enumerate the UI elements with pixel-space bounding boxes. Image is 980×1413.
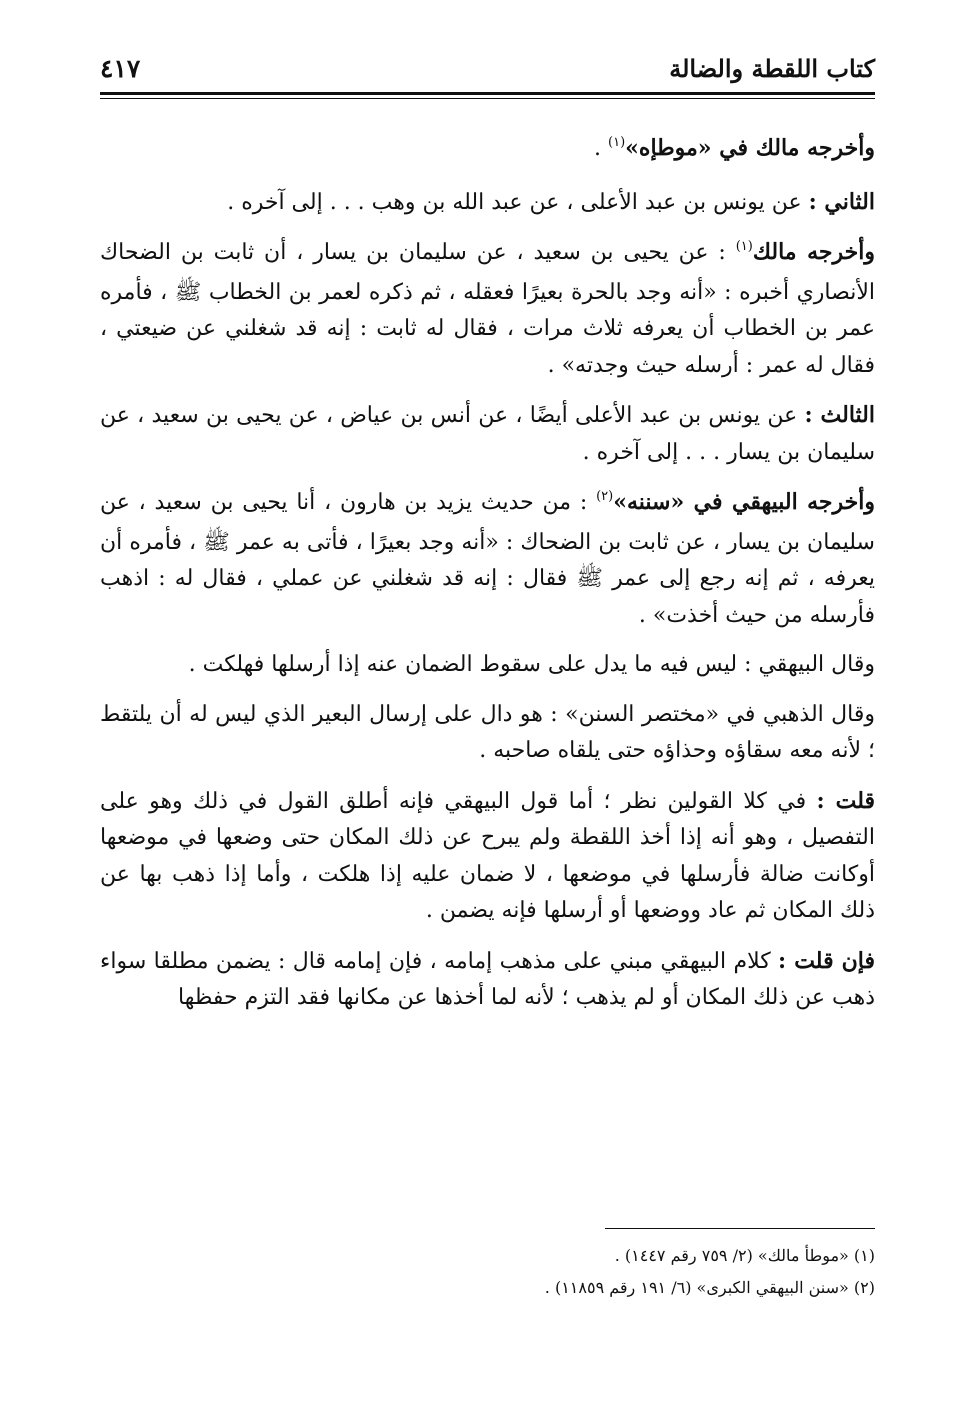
paragraph-lead: فإن قلت : (778, 947, 876, 974)
paragraph-text: وقال الذهبي في «مختصر السنن» : هو دال على إرسال البعير الذي ليس له أن يلتقط ؛ لأنه معه سقاؤه وحذاؤه حتى يلقاه صاحبه . (100, 701, 875, 763)
paragraph-text: : عن يحيى بن سعيد ، عن سليمان بن يسار ، أن ثابت بن الضحاك الأنصاري أخبره : «أنه وجد بالحرة بعيرًا فعقله ، ثم ذكره لعمر بن الخطاب ﷺ ، فأمره عمر بن الخطاب أن يعرفه ثلاث مرات ، فقال له ثابت : إنه قد شغلني عن ضيعتي ، فقال له عمر : أرسله حيث وجدته» . (100, 240, 875, 378)
page-header (100, 50, 875, 88)
paragraph-text: عن يونس بن عبد الأعلى أيضًا ، عن أنس بن عياض ، عن يحيى بن سعيد ، عن سليمان بن يسار . . . إلى آخره . (100, 403, 875, 465)
page-number: ٤١٧ (100, 54, 141, 83)
footnote-marker: (١) (608, 135, 626, 150)
paragraph-text: : من حديث يزيد بن هارون ، أنا يحيى بن سعيد ، عن سليمان بن يسار ، عن ثابت بن الضحاك : «أنه وجد بعيرًا ، فأتى به عمر ﷺ ، فأمره أن يعرفه ، ثم إنه رجع إلى عمر ﷺ فقال : إنه قد شغلني عن عملي ، فقال له : اذهب فأرسله من حيث أخذت» . (100, 490, 875, 628)
paragraph-text: وقال البيهقي : ليس فيه ما يدل على سقوط الضمان عنه إذا أرسلها فهلكت . (188, 652, 875, 677)
paragraph-lead: وأخرجه مالك في «موطإه» (625, 135, 875, 161)
paragraph-5 (100, 484, 875, 634)
main-text (100, 130, 875, 1030)
paragraph-lead: قلت : (816, 787, 875, 814)
book-title: كتاب اللقطة والضالة (669, 54, 875, 83)
footnotes (100, 1240, 875, 1304)
paragraph-8 (100, 783, 875, 930)
book-page (100, 50, 875, 1380)
paragraph-text: في كلا القولين نظر ؛ أما قول البيهقي فإنه أطلق القول في ذلك وهو على التفصيل ، وهو أنه إذا أخذ اللقطة ولم يبرح عن ذلك المكان حتى وضعها في موضعها أوكانت ضالة فأرسلها في موضعها ، لا ضمان عليه إذا هلكت ، وأما إذا ذهب بها عن ذلك المكان ثم عاد ووضعها أو أرسلها فإنه يضمن . (100, 788, 875, 923)
paragraph-4 (100, 397, 875, 471)
paragraph-9 (100, 943, 875, 1017)
paragraph-text: عن يونس بن عبد الأعلى ، عن عبد الله بن وهب . . . إلى آخره . (227, 189, 809, 215)
footnote-marker: (١) (735, 239, 753, 254)
footnote-1: (١) «موطأ مالك» (٢/ ٧٥٩ رقم ١٤٤٧) . (614, 1246, 875, 1265)
footnote-2: (٢) «سنن البيهقي الكبرى» (٦/ ١٩١ رقم ١١٨٥٩) . (544, 1278, 875, 1297)
paragraph-7 (100, 697, 875, 770)
paragraph-2 (100, 184, 875, 222)
paragraph-6 (100, 647, 875, 684)
footnote-marker: (٢) (596, 489, 614, 504)
paragraph-1 (100, 130, 875, 171)
paragraph-text: كلام البيهقي مبني على مذهب إمامه ، فإن إمامه قال : يضمن مطلقا سواء ذهب عن ذلك المكان أو لم يذهب ؛ لأنه لما أخذها عن مكانها فقد التزم حفظها (100, 948, 875, 1010)
header-divider-thin (100, 98, 875, 99)
paragraph-lead: الثالث : (804, 402, 875, 428)
footnote-divider (605, 1228, 875, 1229)
paragraph-lead: وأخرجه البيهقي في «سننه» (613, 489, 876, 515)
paragraph-lead: وأخرجه مالك (752, 239, 875, 265)
paragraph-text: . (594, 136, 609, 161)
paragraph-lead: الثاني : (808, 188, 875, 215)
paragraph-3 (100, 234, 875, 384)
header-divider-thick (100, 92, 875, 95)
